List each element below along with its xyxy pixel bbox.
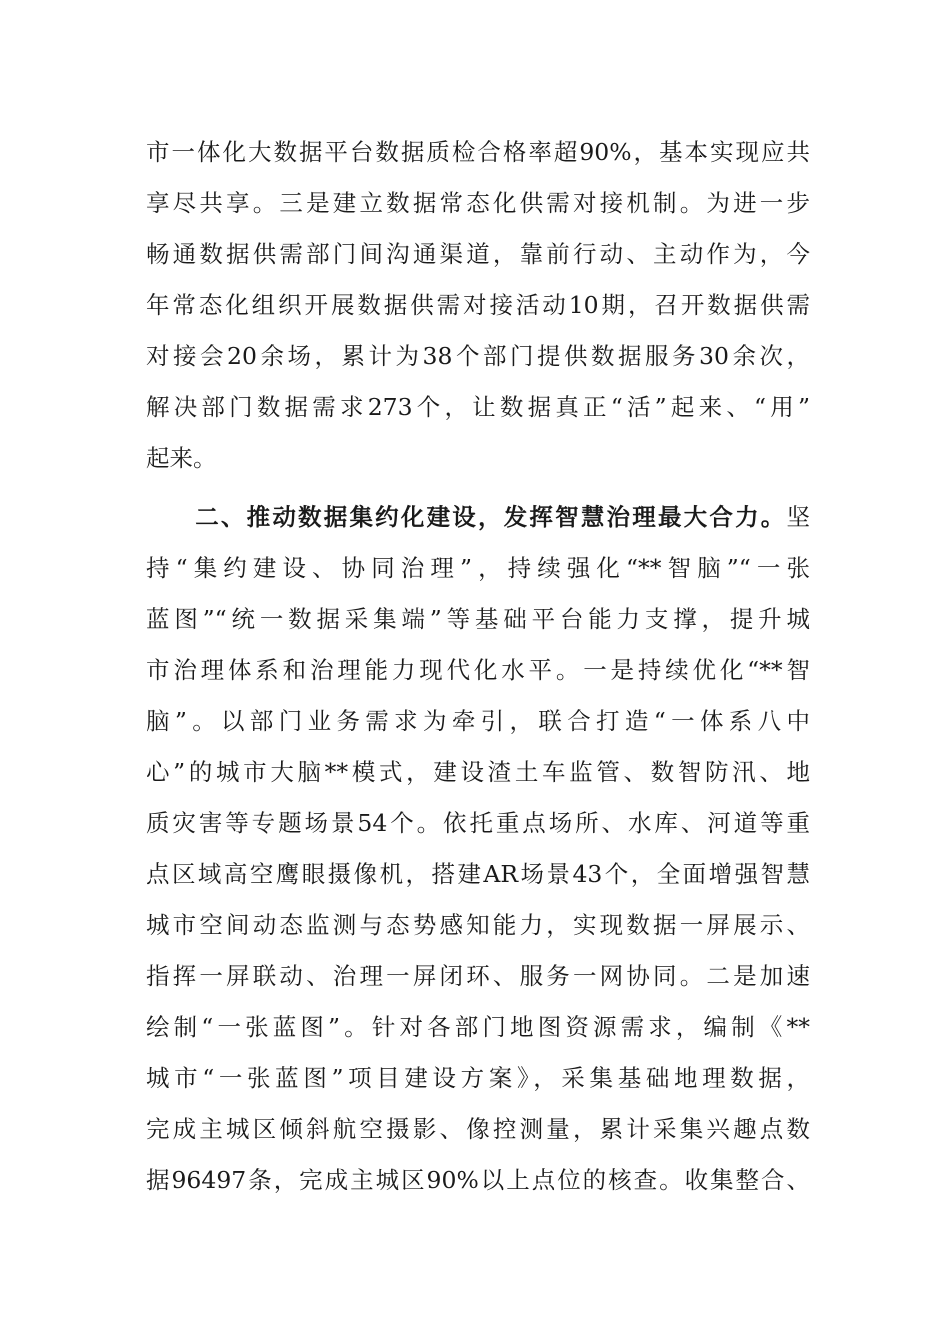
text-line: 起来。 — [146, 444, 217, 472]
text-line: 年常态化组织开展数据供需对接活动10期，召开数据供需 — [146, 291, 810, 319]
text-line: 完成主城区倾斜航空摄影、像控测量，累计采集兴趣点数 — [146, 1115, 810, 1143]
text-line: 质灾害等专题场景54个。依托重点场所、水库、河道等重 — [146, 809, 810, 837]
text-line: 持“集约建设、协同治理”，持续强化“**智脑”“一张 — [146, 554, 810, 582]
section-heading: 二、推动数据集约化建设，发挥智慧治理最大合力。 — [193, 503, 787, 531]
text-line: 脑”。以部门业务需求为牵引，联合打造“一体系八中 — [146, 707, 810, 735]
text-line: 城市“一张蓝图”项目建设方案》，采集基础地理数据， — [146, 1064, 810, 1092]
text-line: 城市空间动态监测与态势感知能力，实现数据一屏展示、 — [146, 911, 810, 939]
text-line: 畅通数据供需部门间沟通渠道，靠前行动、主动作为，今 — [146, 240, 810, 268]
text-line: 绘制“一张蓝图”。针对各部门地图资源需求，编制《** — [146, 1013, 810, 1041]
text-line: 对接会20余场，累计为38个部门提供数据服务30余次， — [146, 342, 810, 370]
paragraph-intensive-construction — [146, 492, 810, 1206]
text-line: 市治理体系和治理能力现代化水平。一是持续优化“**智 — [146, 656, 810, 684]
text-line: 指挥一屏联动、治理一屏闭环、服务一网协同。二是加速 — [146, 962, 810, 990]
text-line: 市一体化大数据平台数据质检合格率超90%，基本实现应共 — [146, 138, 810, 166]
text-line: 蓝图”“统一数据采集端”等基础平台能力支撑，提升城 — [146, 605, 810, 633]
text-line: 心”的城市大脑**模式，建设渣土车监管、数智防汛、地 — [146, 758, 810, 786]
text-line: 据96497条，完成主城区90%以上点位的核查。收集整合、 — [146, 1166, 810, 1194]
text-line: 解决部门数据需求273个，让数据真正“活”起来、“用” — [146, 393, 810, 421]
text-line: 点区域高空鹰眼摄像机，搭建AR场景43个，全面增强智慧 — [146, 860, 810, 888]
paragraph-data-sharing — [146, 127, 810, 484]
heading-line-tail: 坚 — [786, 503, 810, 531]
text-line: 享尽共享。三是建立数据常态化供需对接机制。为进一步 — [146, 189, 810, 217]
heading-line — [146, 492, 810, 543]
